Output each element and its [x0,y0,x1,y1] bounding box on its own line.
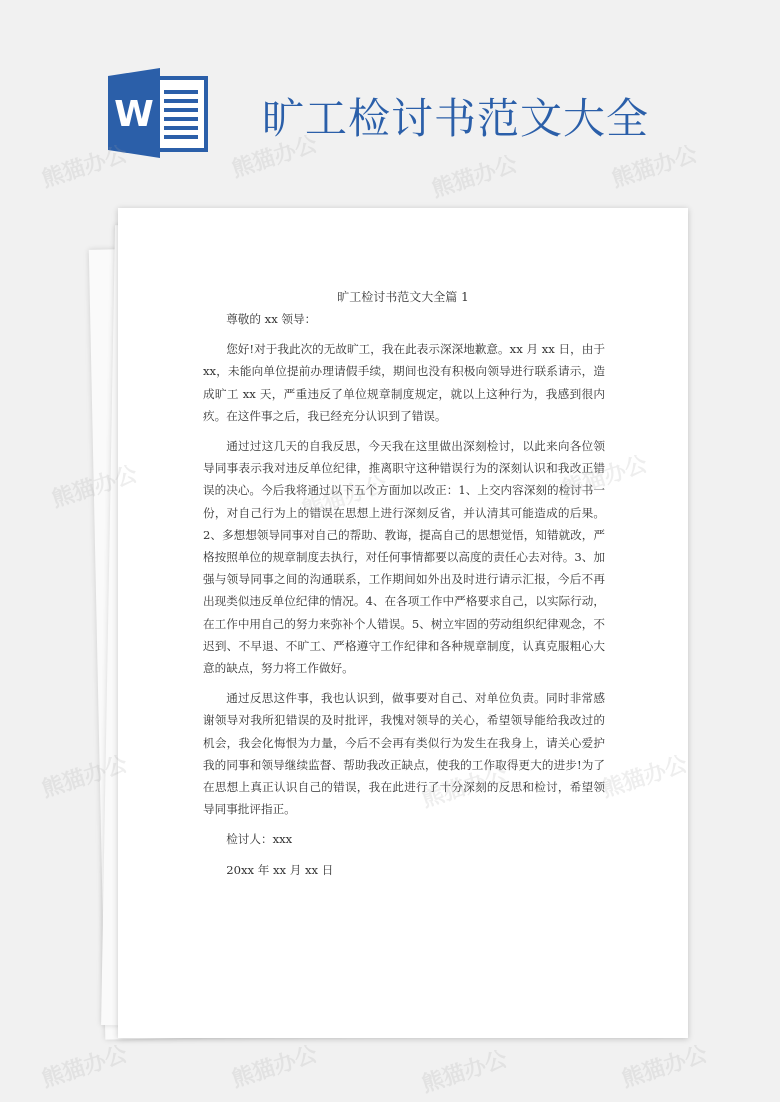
word-logo-letter: W [114,94,154,135]
date-line: 20xx 年 xx 月 xx 日 [226,862,334,877]
watermark: 熊猫办公 [228,131,321,183]
paragraph: 通过反思这件事，我也认识到，做事要对自己、对单位负责。同时非常感谢领导对我所犯错误的及时批评，我愧对领导的关心，希望领导能给我改过的机会，我会化悔恨为力量，今后不会再有类似行为发生在我身上，请关心爱护我的同事和领导继续监督、帮助我改正缺点，使我的工作取得更大的进步!为了在思想上真正认识自己的错误，我在此进行了十分深刻的反思和检讨，希望领导同事批评指正。 [203,691,605,817]
watermark: 熊猫办公 [38,751,131,803]
watermark: 熊猫办公 [428,151,521,203]
document-page [118,208,688,1038]
paragraph: 通过过这几天的自我反思，今天我在这里做出深刻检讨，以此来向各位领导同事表示我对违反单位纪律，推离职守这种错误行为的深刻认识和我改正错误的决心。今后我将通过以下五个方面加以改正：1、上交内容深刻的检讨书一份，对自己行为上的错误在思想上进行深刻反省，并认清其可能造成的后果。2、多想想领导同事对自己的帮助、教诲，提高自己的思想觉悟，知错就改，严格按照单位的规章制度去执行，对任何事情都要以高度的责任心去对待。3、加强与领导同事之间的沟通联系，工作期间如外出及时进行请示汇报，今后不再出现类似违反单位纪律的情况。4、在各项工作中严格要求自己，以实际行动，在工作中用自己的努力来弥补个人错误。5、树立牢固的劳动组织纪律观念，不迟到、不早退、不旷工、严格遵守工作纪律和各种规章制度，认真克服粗心大意的缺点，努力将工作做好。 [203,439,605,676]
watermark: 熊猫办公 [608,141,701,193]
document-body [203,308,605,881]
watermark: 熊猫办公 [38,1041,131,1093]
banner-title: 旷工检讨书范文大全 [262,94,650,143]
word-logo-icon [108,68,208,158]
watermark: 熊猫办公 [228,1041,321,1093]
watermark: 熊猫办公 [618,1041,711,1093]
document-title: 旷工检讨书范文大全篇 1 [337,290,469,304]
watermark: 熊猫办公 [38,141,131,193]
salutation: 尊敬的 xx 领导： [226,312,317,326]
watermark: 熊猫办公 [418,1046,511,1098]
paragraph: 您好!对于我此次的无故旷工，我在此表示深深地歉意。xx 月 xx 日，由于 xx，未能向单位提前办理请假手续，期间也没有积极向领导进行联系请示，造成旷工 xx 天，严重违反了单位规章制度规定，就以上这种行为，我感到很内疚。在这件事之后，我已经充分认识到了错误。 [203,342,605,423]
signature: 检讨人：xxx [226,832,293,847]
